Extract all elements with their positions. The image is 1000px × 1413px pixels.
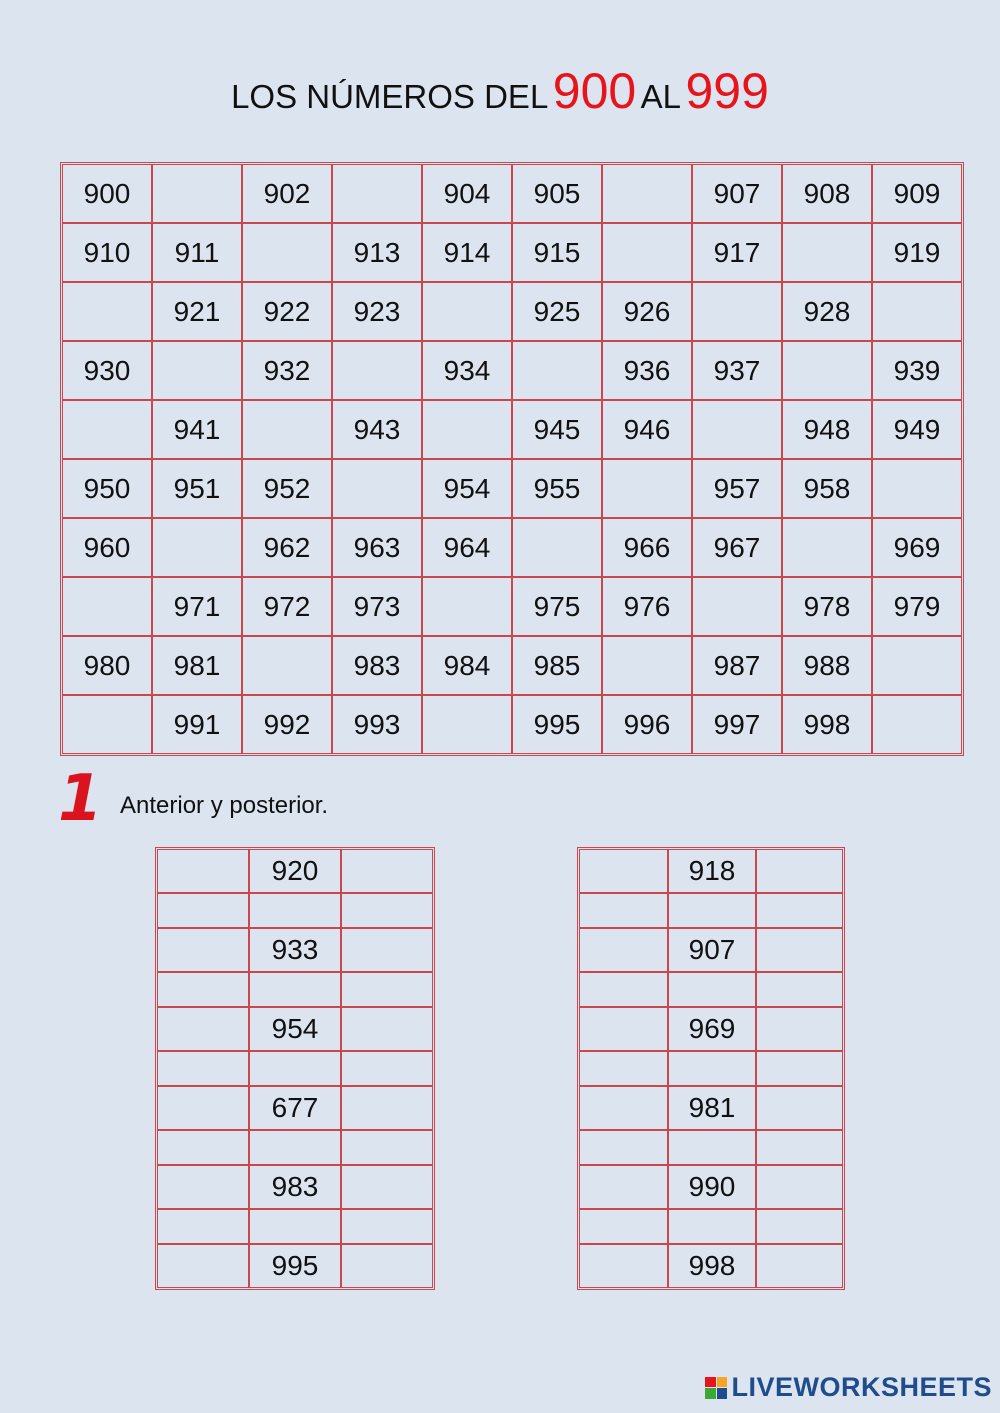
grid-cell: 967 [692,518,782,577]
grid-cell-empty[interactable] [62,282,152,341]
number-row [157,1086,433,1130]
grid-cell: 957 [692,459,782,518]
grid-row [62,636,962,695]
answer-before-cell[interactable] [579,928,668,972]
grid-cell-empty[interactable] [512,518,602,577]
title-to-number: 999 [685,63,769,119]
brand-watermark [705,1372,992,1403]
answer-after-cell[interactable] [341,849,433,893]
grid-cell: 928 [782,282,872,341]
answer-after-cell[interactable] [756,1007,843,1051]
grid-cell-empty[interactable] [782,223,872,282]
grid-cell-empty[interactable] [62,695,152,754]
answer-after-cell[interactable] [756,849,843,893]
grid-cell: 996 [602,695,692,754]
number-row [579,849,843,893]
spacer-cell [756,1209,843,1244]
spacer-cell [157,972,249,1007]
grid-cell: 905 [512,164,602,223]
grid-row [62,400,962,459]
grid-cell: 908 [782,164,872,223]
grid-cell-empty[interactable] [332,459,422,518]
spacer-row [579,1130,843,1165]
number-row [157,1165,433,1209]
grid-row [62,518,962,577]
spacer-row [157,1051,433,1086]
logo-square-2 [717,1377,728,1388]
spacer-cell [157,1051,249,1086]
grid-cell: 978 [782,577,872,636]
grid-cell: 946 [602,400,692,459]
grid-cell: 917 [692,223,782,282]
grid-cell: 955 [512,459,602,518]
grid-cell: 939 [872,341,962,400]
number-row [579,1007,843,1051]
grid-cell-empty[interactable] [332,164,422,223]
page-title [0,62,1000,120]
grid-cell: 909 [872,164,962,223]
spacer-cell [341,972,433,1007]
number-row [579,928,843,972]
grid-cell: 921 [152,282,242,341]
answer-after-cell[interactable] [341,1244,433,1288]
spacer-cell [579,1051,668,1086]
number-row [157,1244,433,1288]
grid-cell: 988 [782,636,872,695]
spacer-row [579,1209,843,1244]
grid-cell: 971 [152,577,242,636]
answer-after-cell[interactable] [341,1007,433,1051]
spacer-cell [579,1130,668,1165]
grid-cell: 937 [692,341,782,400]
grid-cell: 904 [422,164,512,223]
spacer-cell [249,1209,341,1244]
number-row [579,1165,843,1209]
grid-cell: 943 [332,400,422,459]
grid-cell: 923 [332,282,422,341]
spacer-cell [579,893,668,928]
grid-cell: 900 [62,164,152,223]
grid-row [62,459,962,518]
spacer-cell [756,972,843,1007]
grid-cell: 963 [332,518,422,577]
grid-cell: 910 [62,223,152,282]
given-number: 995 [249,1244,341,1288]
exercise-instruction: Anterior y posterior. [120,792,329,819]
logo-square-1 [705,1377,716,1388]
grid-cell-empty[interactable] [152,518,242,577]
grid-cell-empty[interactable] [872,695,962,754]
spacer-cell [249,1051,341,1086]
spacer-cell [341,1209,433,1244]
grid-cell-empty[interactable] [422,400,512,459]
answer-before-cell[interactable] [157,1165,249,1209]
logo-square-4 [717,1388,728,1399]
grid-cell: 972 [242,577,332,636]
grid-cell-empty[interactable] [242,636,332,695]
grid-cell-empty[interactable] [602,164,692,223]
grid-cell: 930 [62,341,152,400]
grid-cell: 998 [782,695,872,754]
answer-before-cell[interactable] [579,1165,668,1209]
grid-cell: 958 [782,459,872,518]
answer-before-cell[interactable] [157,1086,249,1130]
grid-cell: 914 [422,223,512,282]
answer-after-cell[interactable] [341,928,433,972]
given-number: 933 [249,928,341,972]
number-row [157,849,433,893]
grid-cell: 936 [602,341,692,400]
given-number: 907 [668,928,756,972]
grid-cell: 981 [152,636,242,695]
title-connector: AL [640,78,682,115]
grid-cell-empty[interactable] [782,341,872,400]
grid-cell-empty[interactable] [62,577,152,636]
grid-cell: 919 [872,223,962,282]
liveworksheets-logo-icon [705,1377,727,1399]
spacer-cell [341,893,433,928]
grid-cell: 922 [242,282,332,341]
grid-cell: 997 [692,695,782,754]
answer-after-cell[interactable] [756,1244,843,1288]
number-row [157,928,433,972]
answer-after-cell[interactable] [341,1165,433,1209]
grid-cell: 993 [332,695,422,754]
number-row [579,1086,843,1130]
given-number: 918 [668,849,756,893]
grid-row [62,341,962,400]
grid-cell-empty[interactable] [422,577,512,636]
answer-after-cell[interactable] [756,928,843,972]
grid-cell-empty[interactable] [602,459,692,518]
spacer-cell [249,893,341,928]
grid-cell-empty[interactable] [872,459,962,518]
given-number: 969 [668,1007,756,1051]
grid-cell-empty[interactable] [692,577,782,636]
grid-cell: 949 [872,400,962,459]
grid-cell: 987 [692,636,782,695]
given-number: 677 [249,1086,341,1130]
grid-cell-empty[interactable] [692,400,782,459]
spacer-row [579,893,843,928]
grid-cell: 941 [152,400,242,459]
grid-cell: 950 [62,459,152,518]
grid-cell-empty[interactable] [422,282,512,341]
grid-cell: 964 [422,518,512,577]
number-row [157,1007,433,1051]
grid-cell: 907 [692,164,782,223]
grid-cell: 913 [332,223,422,282]
spacer-cell [668,1209,756,1244]
grid-cell-empty[interactable] [422,695,512,754]
grid-cell: 915 [512,223,602,282]
title-prefix: LOS NÚMEROS DEL [231,78,549,115]
spacer-cell [756,1130,843,1165]
given-number: 983 [249,1165,341,1209]
grid-cell: 992 [242,695,332,754]
spacer-row [579,972,843,1007]
grid-cell-empty[interactable] [62,400,152,459]
spacer-cell [668,972,756,1007]
grid-cell: 985 [512,636,602,695]
grid-cell-empty[interactable] [512,341,602,400]
spacer-cell [668,1051,756,1086]
given-number: 998 [668,1244,756,1288]
grid-row [62,223,962,282]
number-grid [60,162,964,756]
spacer-cell [249,972,341,1007]
answer-before-cell[interactable] [157,849,249,893]
grid-cell: 934 [422,341,512,400]
spacer-cell [756,893,843,928]
given-number: 981 [668,1086,756,1130]
grid-cell: 948 [782,400,872,459]
answer-before-cell[interactable] [579,1244,668,1288]
grid-cell: 954 [422,459,512,518]
spacer-cell [341,1051,433,1086]
grid-cell-empty[interactable] [242,400,332,459]
grid-cell: 962 [242,518,332,577]
spacer-row [579,1051,843,1086]
spacer-cell [157,1130,249,1165]
grid-cell: 925 [512,282,602,341]
answer-after-cell[interactable] [756,1086,843,1130]
grid-cell-empty[interactable] [602,636,692,695]
exercise-number: 1 [58,762,103,836]
answer-before-cell[interactable] [579,1007,668,1051]
grid-cell: 995 [512,695,602,754]
before-after-table-left [155,847,435,1290]
grid-row [62,282,962,341]
grid-cell: 902 [242,164,332,223]
grid-cell: 973 [332,577,422,636]
grid-row [62,695,962,754]
grid-cell: 945 [512,400,602,459]
grid-row [62,577,962,636]
grid-cell: 932 [242,341,332,400]
grid-cell-empty[interactable] [782,518,872,577]
grid-cell: 951 [152,459,242,518]
answer-before-cell[interactable] [157,1007,249,1051]
answer-before-cell[interactable] [157,928,249,972]
brand-text: LIVEWORKSHEETS [731,1372,992,1402]
before-after-table-right [577,847,845,1290]
spacer-cell [157,893,249,928]
grid-cell-empty[interactable] [152,164,242,223]
spacer-row [157,893,433,928]
answer-after-cell[interactable] [341,1086,433,1130]
grid-cell: 983 [332,636,422,695]
answer-before-cell[interactable] [157,1244,249,1288]
grid-cell-empty[interactable] [872,636,962,695]
grid-cell: 980 [62,636,152,695]
grid-row [62,164,962,223]
grid-cell: 976 [602,577,692,636]
given-number: 954 [249,1007,341,1051]
grid-cell-empty[interactable] [872,282,962,341]
spacer-cell [341,1130,433,1165]
answer-before-cell[interactable] [579,849,668,893]
spacer-row [157,1130,433,1165]
spacer-row [157,1209,433,1244]
spacer-cell [668,893,756,928]
spacer-cell [668,1130,756,1165]
title-from-number: 900 [552,63,637,119]
grid-cell: 960 [62,518,152,577]
logo-square-3 [705,1388,716,1399]
spacer-cell [756,1051,843,1086]
grid-cell: 984 [422,636,512,695]
spacer-row [157,972,433,1007]
grid-cell-empty[interactable] [692,282,782,341]
spacer-cell [579,972,668,1007]
grid-cell: 991 [152,695,242,754]
grid-cell: 966 [602,518,692,577]
grid-cell-empty[interactable] [332,341,422,400]
grid-cell: 911 [152,223,242,282]
spacer-cell [579,1209,668,1244]
spacer-cell [157,1209,249,1244]
given-number: 990 [668,1165,756,1209]
number-row [579,1244,843,1288]
grid-cell-empty[interactable] [602,223,692,282]
grid-cell-empty[interactable] [242,223,332,282]
grid-cell: 969 [872,518,962,577]
grid-cell-empty[interactable] [152,341,242,400]
answer-after-cell[interactable] [756,1165,843,1209]
spacer-cell [249,1130,341,1165]
grid-cell: 926 [602,282,692,341]
grid-cell: 952 [242,459,332,518]
grid-cell: 975 [512,577,602,636]
given-number: 920 [249,849,341,893]
answer-before-cell[interactable] [579,1086,668,1130]
grid-cell: 979 [872,577,962,636]
